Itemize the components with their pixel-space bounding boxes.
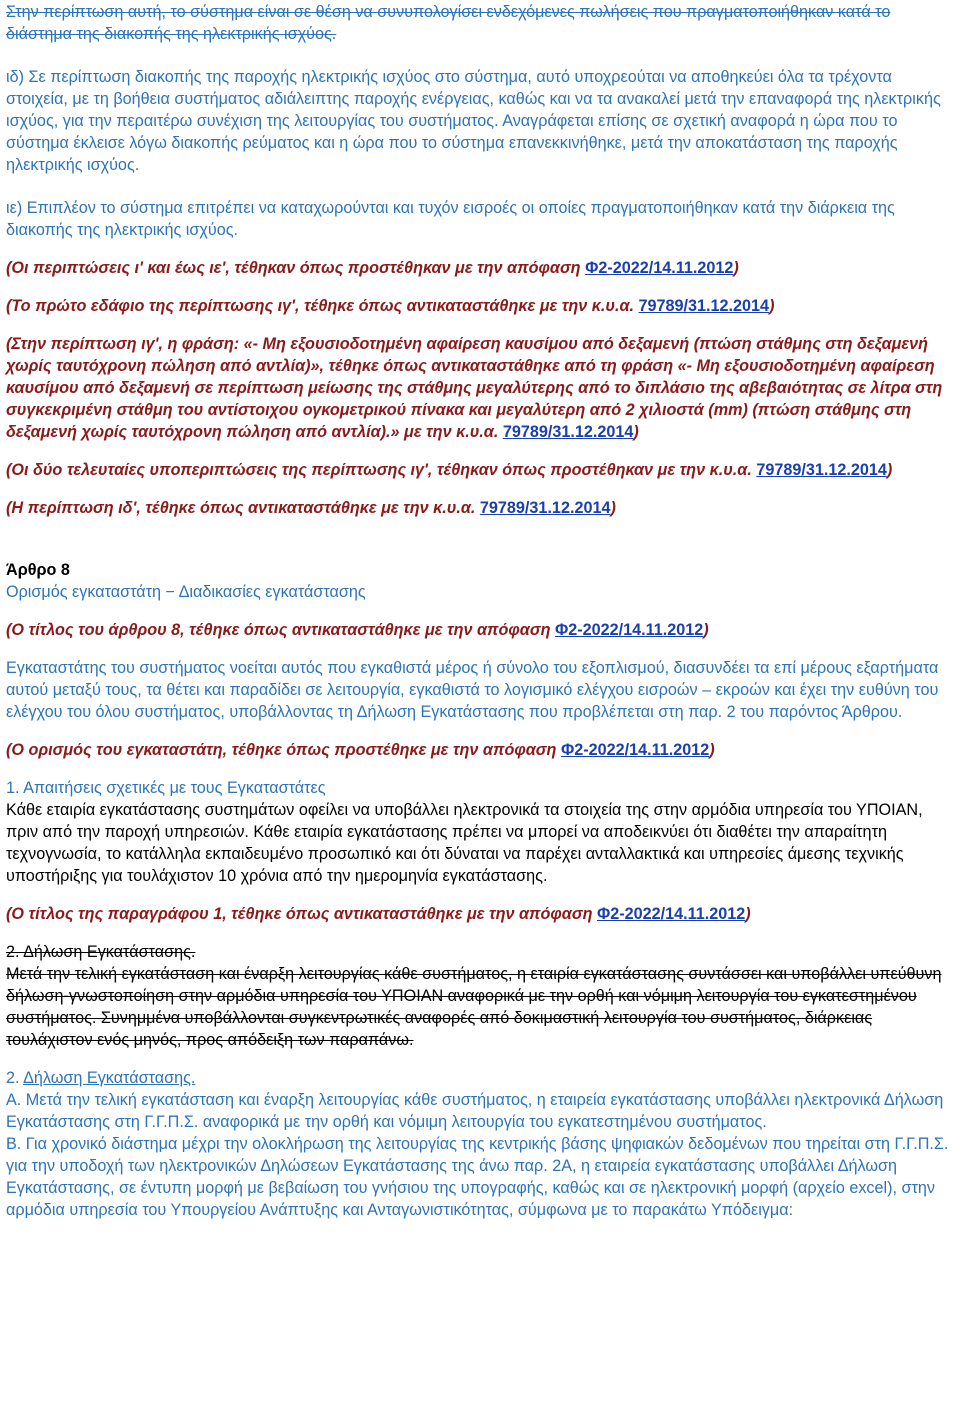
new-section-2-title: 2. Δήλωση Εγκατάστασης. <box>6 1069 196 1087</box>
paragraph-2a: Α. Μετά την τελική εγκατάσταση και έναρξη λειτουργίας κάθε συστήματος, η εταιρεία εγκατάστασης υποβάλλει ηλεκτρονικά Δήλωση Εγκατάστασης στη Γ.Γ.Π.Σ. αναφορικά με την ορθή και νόμιμη λειτουργία του εγκατεστημένου συστήματος. <box>6 1091 944 1131</box>
amendment-note-1: (Οι περιπτώσεις ι' και έως ιε', τέθηκαν όπως προστέθηκαν με την απόφαση Φ2-2022/14.11.2012) <box>6 259 739 277</box>
decision-link[interactable]: 79789/31.12.2014 <box>638 297 770 315</box>
decision-link[interactable]: 79789/31.12.2014 <box>479 499 611 517</box>
decision-link[interactable]: Φ2-2022/14.11.2012 <box>560 741 710 759</box>
old-section-2-body: Μετά την τελική εγκατάσταση και έναρξη λειτουργίας κάθε συστήματος, η εταιρία εγκατάστασης συντάσσει και υποβάλλει υπεύθυνη δήλωση-γνωστοποίηση στην αρμόδια υπηρεσία του ΥΠΟΙΑΝ αναφορικά με την ορθή και νόμιμη λειτουργία του εγκατεστημένου συστήματος. Συνημμένα υποβάλλονται συγκεντρωτικές αναφορές από δοκιμαστική λειτουργία του συστήματος, διάρκειας τουλάχιστον ενός μηνός, προς απόδειξη των παραπάνω. <box>6 965 942 1049</box>
paragraph-intro: Στην περίπτωση αυτή, το σύστημα είναι σε θέση να συνυπολογίσει ενδεχόμενες πωλήσεις που πραγματοποιήθηκαν κατά το διάστημα της διακοπής της ηλεκτρικής ισχύος. <box>6 3 891 43</box>
paragraph-installer-definition: Εγκαταστάτης του συστήματος νοείται αυτός που εγκαθιστά μέρος ή σύνολο του εξοπλισμού, διασυνδέει τα επί μέρους εξαρτήματα αυτού μεταξύ τους, τα θέτει και παραδίδει σε λειτουργία, εγκαθιστά το λογισμικό ελέγχου εισροών – εκροών και έχει την ευθύνη του ελέγχου του όλου συστήματος, υποβάλλοντας τη Δήλωση Εγκατάστασης που προβλέπεται στη παρ. 2 του παρόντος Άρθρου. <box>6 659 939 721</box>
paragraph-case-ie: ιε) Επιπλέον το σύστημα επιτρέπει να καταχωρούνται και τυχόν εισροές οι οποίες πραγματοποιήθηκαν κατά την διάρκεια της διακοπής της ηλεκτρικής ισχύος. <box>6 199 895 239</box>
decision-link[interactable]: Φ2-2022/14.11.2012 <box>596 905 746 923</box>
paragraph-2b: Β. Για χρονικό διάστημα μέχρι την ολοκλήρωση της λειτουργίας της κεντρικής βάσης ψηφιακών δεδομένων που τηρείται στη Γ.Γ.Π.Σ. για την υποδοχή των ηλεκτρονικών Δηλώσεων Εγκατάστασης της άνω παρ. 2Α, η εταιρεία εγκατάστασης υποβάλλει Δήλωση Εγκατάστασης, σε έντυπη μορφή με βεβαίωση του γνήσιου της υπογραφής, καθώς και σε ηλεκτρονική μορφή (αρχείο excel), στην αρμόδια υπηρεσία του Υπουργείου Ανάπτυξης και Ανταγωνιστικότητας, σύμφωνα με το παρακάτω Υπόδειγμα: <box>6 1135 949 1219</box>
document-page <box>0 1 960 1221</box>
amendment-note-7: (Ο ορισμός του εγκαταστάτη, τέθηκε όπως προστέθηκε με την απόφαση Φ2-2022/14.11.2012) <box>6 741 715 759</box>
amendment-note-5: (Η περίπτωση ιδ', τέθηκε όπως αντικαταστάθηκε με την κ.υ.α. 79789/31.12.2014) <box>6 499 616 517</box>
decision-link[interactable]: Φ2-2022/14.11.2012 <box>554 621 704 639</box>
amendment-note-3: (Στην περίπτωση ιγ', η φράση: «- Μη εξουσιοδοτημένη αφαίρεση καυσίμου από δεξαμενή (πτώση στάθμης στη δεξαμενή χωρίς ταυτόχρονη πώληση από αντλία)», τέθηκε όπως αντικαταστάθηκε από τη φράση «- Μη εξουσιοδοτημένη αφαίρεση καυσίμου από δεξαμενή σε περίπτωση μείωσης της στάθμης μεγαλύτερης από το διπλάσιο της αβεβαιότητας σε λίτρα στη συγκεκριμένη στάθμη του αντίστοιχου ογκομετρικού πίνακα και μεγαλύτερη από 2 χιλιοστά (mm) (πτώση στάθμης στη δεξαμενή χωρίς ταυτόχρονη πώληση από αντλία).» με την κ.υ.α. 79789/31.12.2014) <box>6 335 943 441</box>
decision-link[interactable]: 79789/31.12.2014 <box>756 461 887 479</box>
decision-link[interactable]: Φ2-2022/14.11.2012 <box>585 259 734 277</box>
amendment-note-2: (Το πρώτο εδάφιο της περίπτωσης ιγ', τέθηκε όπως αντικαταστάθηκε με την κ.υ.α. 79789/31.12.2014) <box>6 297 775 315</box>
article-heading: Άρθρο 8 <box>6 561 70 579</box>
amendment-note-8: (Ο τίτλος της παραγράφου 1, τέθηκε όπως αντικαταστάθηκε με την απόφαση Φ2-2022/14.11.2012) <box>6 905 751 923</box>
amendment-note-6: (Ο τίτλος του άρθρου 8, τέθηκε όπως αντικαταστάθηκε με την απόφαση Φ2-2022/14.11.2012) <box>6 621 709 639</box>
section-1-title: 1. Απαιτήσεις σχετικές με τους Εγκαταστάτες <box>6 779 326 797</box>
amendment-note-4: (Οι δύο τελευταίες υποπεριπτώσεις της περίπτωσης ιγ', τέθηκαν όπως προστέθηκαν με την κ.υ.α. 79789/31.12.2014) <box>6 461 893 479</box>
paragraph-case-id: ιδ) Σε περίπτωση διακοπής της παροχής ηλεκτρικής ισχύος στο σύστημα, αυτό υποχρεούται να αποθηκεύει όλα τα τρέχοντα στοιχεία, με τη βοήθεια συστήματος αδιάλειπτης παροχής ενέργειας, καθώς και να τα ανακαλεί μετά την επαναφορά της ηλεκτρικής ισχύος, για την περαιτέρω συνέχιση της λειτουργίας του συστήματος. Αναγράφεται επίσης σε σχετική αναφορά η ώρα που το σύστημα έκλεισε λόγω διακοπής ρεύματος και η ώρα που το σύστημα επανεκκινήθηκε, μετά την αποκατάσταση της παροχής ηλεκτρικής ισχύος. <box>6 68 941 174</box>
article-title: Ορισμός εγκαταστάτη − Διαδικασίες εγκατάστασης <box>6 583 366 601</box>
section-1-body: Κάθε εταιρία εγκατάστασης συστημάτων οφείλει να υποβάλλει ηλεκτρονικά τα στοιχεία της στην αρμόδια υπηρεσία του ΥΠΟΙΑΝ, πριν από την παροχή υπηρεσιών. Κάθε εταιρία εγκατάστασης πρέπει να μπορεί να αποδεικνύει ότι διαθέτει την απαραίτητη τεχνογνωσία, το κατάλληλα εκπαιδευμένο προσωπικό και ότι δύναται να παρέχει ανταλλακτικά και υπηρεσίες άμεσης τεχνικής υποστήριξης για τουλάχιστον 10 χρόνια από την ημερομηνία εγκατάστασης. <box>6 801 923 885</box>
old-section-2-title: 2. Δήλωση Εγκατάστασης. <box>6 943 196 961</box>
decision-link[interactable]: 79789/31.12.2014 <box>502 423 634 441</box>
